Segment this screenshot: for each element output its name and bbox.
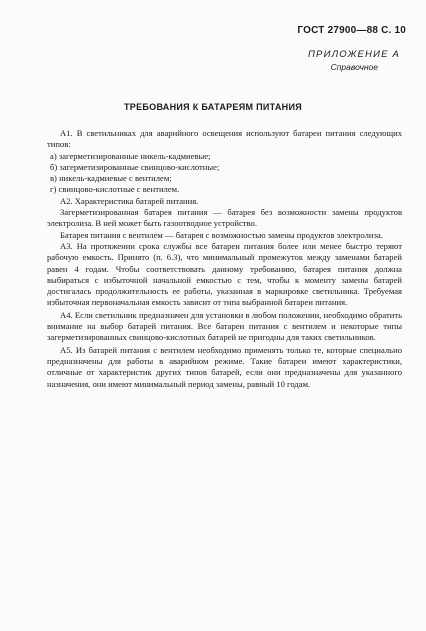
paragraph-a5: А5. Из батарей питания с вентилем необходимо применять только те, которые специально предназначены для работы в аварийном режиме. Такие батареи имеют характеристики, отличные от характеристик других типов батарей, если они предназначены для указанного назначения, они имеют минимальный период замены, равный 10 годам. [47, 344, 402, 389]
list-item: в) никель-кадмиевые с вентилем; [50, 173, 172, 184]
appendix-label: ПРИЛОЖЕНИЕ А [307, 49, 400, 60]
list-item: г) свинцово-кислотные с вентилем. [50, 184, 180, 195]
paragraph-a4: А4. Если светильник предназначен для установки в любом положении, необходимо обратить внимание на выбор батарей питания. Все батареи питания с вентилем и некоторые типы загерметизированных свинцово-кислотных батарей не пригодны для таких светильников. [47, 309, 402, 343]
section-title: ТРЕБОВАНИЯ К БАТАРЕЯМ ПИТАНИЯ [123, 102, 303, 112]
document-body [47, 128, 402, 390]
paragraph-a2: А2. Характеристика батарей питания. [60, 195, 199, 206]
paragraph-vented-battery: Батарея питания с вентилем — батарея с возможностью замены продуктов электролиза. [60, 229, 383, 240]
appendix-status: Справочное [330, 62, 378, 72]
list-item: б) загерметизированные свинцово-кислотные; [50, 161, 220, 172]
paragraph-sealed-battery: Загерметизированная батарея питания — батарея без возможности замены продуктов электролиза. В ней может быть газоотводное устройство. [47, 207, 402, 229]
list-item: а) загерметизированные никель-кадмиевые; [50, 150, 211, 161]
gost-page-header: ГОСТ 27900—88 С. 10 [297, 25, 406, 36]
paragraph-a3: А3. На протяжении срока службы все батареи питания более или менее быстро теряют рабочую емкость. Принято (п. 6.3), что минимальный промежуток между заменами батарей равен 4 годам. Чтобы соответствовать данному требованию, батарея питания должна выбираться с избыточной начальной емкостью с тем, чтобы к моменту замены батарей достигалась продолжительность ее работы, указанная в маркировке светильника. Требуемая избыточная первоначальная емкость зависит от типа выбранной батареи питания. [47, 240, 402, 308]
paragraph-a1: А1. В светильниках для аварийного освещения используют батареи питания следующих типов: [47, 128, 402, 150]
